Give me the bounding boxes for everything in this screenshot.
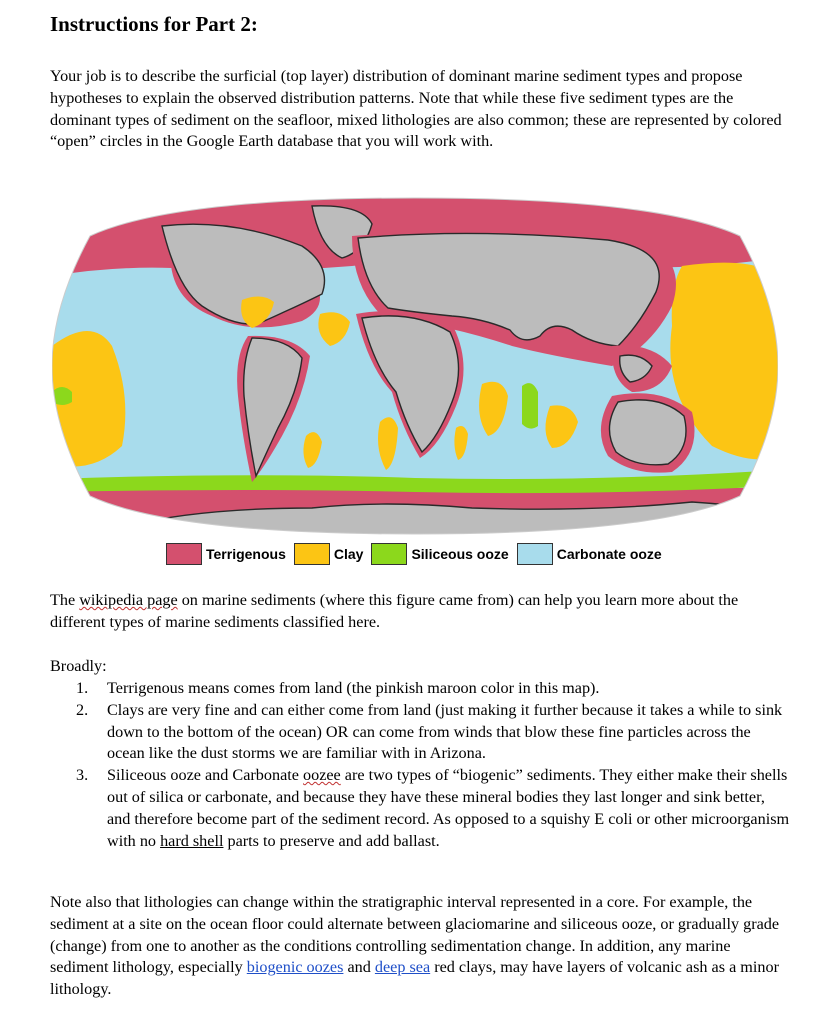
wiki-text-after: on marine sediments (where this figure came from) can help you learn more about the different types of marine sediments classified here. xyxy=(50,591,739,631)
siliceous-indian-ocean xyxy=(522,383,538,428)
note-text-part2: and xyxy=(343,958,375,977)
intro-paragraph: Your job is to describe the surficial (top layer) distribution of dominant marine sediment types and propose hypotheses to explain the observed distribution patterns. Note that while these five sediment types are the dominant types of sediment on the seafloor, mixed lithologies are also common; these are represented by colored “open” circles in the Google Earth database that you will work with. xyxy=(50,67,782,151)
list-item-text: Clays are very fine and can either come from land (just making it further because it takes a while to sink down to the bottom of the ocean) OR can come from winds that blow these fine particles across the ocean like the dust storms we are familiar with in Arizona. xyxy=(107,700,783,763)
list-item-text-part1: Siliceous ooze and Carbonate xyxy=(107,766,303,785)
list-item xyxy=(50,678,790,700)
underlined-phrase: hard shell xyxy=(160,831,224,850)
biogenic-oozes-link[interactable]: biogenic oozes xyxy=(246,958,344,977)
legend-swatch-clay xyxy=(294,543,330,565)
sediment-map xyxy=(52,196,778,536)
note-text-part3: red clays, may have layers of volcanic ash as a minor lithology. xyxy=(50,958,779,999)
list-item-text-part2: are two types of “biogenic” sediments. They either make their shells out of silica or carbonate, and because they have these mineral bodies they last longer and sink better, and therefore become part of the sediment record. As opposed to a squishy E coli or other microorganism with no xyxy=(107,766,790,850)
legend-swatch-carbonate xyxy=(517,543,553,565)
wiki-text-before: The xyxy=(50,591,80,609)
deep-sea-link[interactable]: deep sea xyxy=(374,958,431,977)
list-item xyxy=(50,700,790,765)
note-text-part1: Note also that lithologies can change within the stratigraphic interval represented in a core. For example, the sediment at a site on the ocean floor could alternate between glaciomarine and siliceous ooze, or gradually grade (change) from one to another as the conditions controlling sedimentation change. In addition, any marine sediment lithology, especially xyxy=(50,893,780,977)
legend-item-clay xyxy=(294,543,366,565)
list-item-text-part3: parts to preserve and add ballast. xyxy=(223,831,440,850)
legend-item-terrigenous xyxy=(166,543,288,565)
legend-label-carbonate: Carbonate ooze xyxy=(556,546,662,562)
broadly-label: Broadly: xyxy=(50,657,107,675)
wikipedia-paragraph xyxy=(50,590,790,634)
list-number: 1. xyxy=(76,679,89,697)
sediment-list xyxy=(50,678,790,852)
list-number: 3. xyxy=(76,766,89,785)
map-legend xyxy=(166,542,670,566)
misspelled-word: oozee xyxy=(303,766,341,785)
legend-item-siliceous xyxy=(371,543,510,565)
note-paragraph xyxy=(50,892,790,1001)
list-number: 2. xyxy=(76,700,89,719)
legend-label-siliceous: Siliceous ooze xyxy=(411,546,509,562)
land-australia xyxy=(609,400,686,465)
sediment-map-svg xyxy=(52,196,778,536)
legend-item-carbonate xyxy=(517,543,664,565)
list-item xyxy=(50,765,790,852)
legend-swatch-siliceous xyxy=(371,543,407,565)
list-item-text: Terrigenous means comes from land (the pinkish maroon color in this map). xyxy=(107,679,600,697)
legend-swatch-terrigenous xyxy=(166,543,202,565)
legend-label-clay: Clay xyxy=(333,546,364,562)
legend-label-terrigenous: Terrigenous xyxy=(206,546,286,562)
wikipedia-link[interactable]: wikipedia page xyxy=(79,591,178,609)
page-heading: Instructions for Part 2: xyxy=(50,12,258,36)
